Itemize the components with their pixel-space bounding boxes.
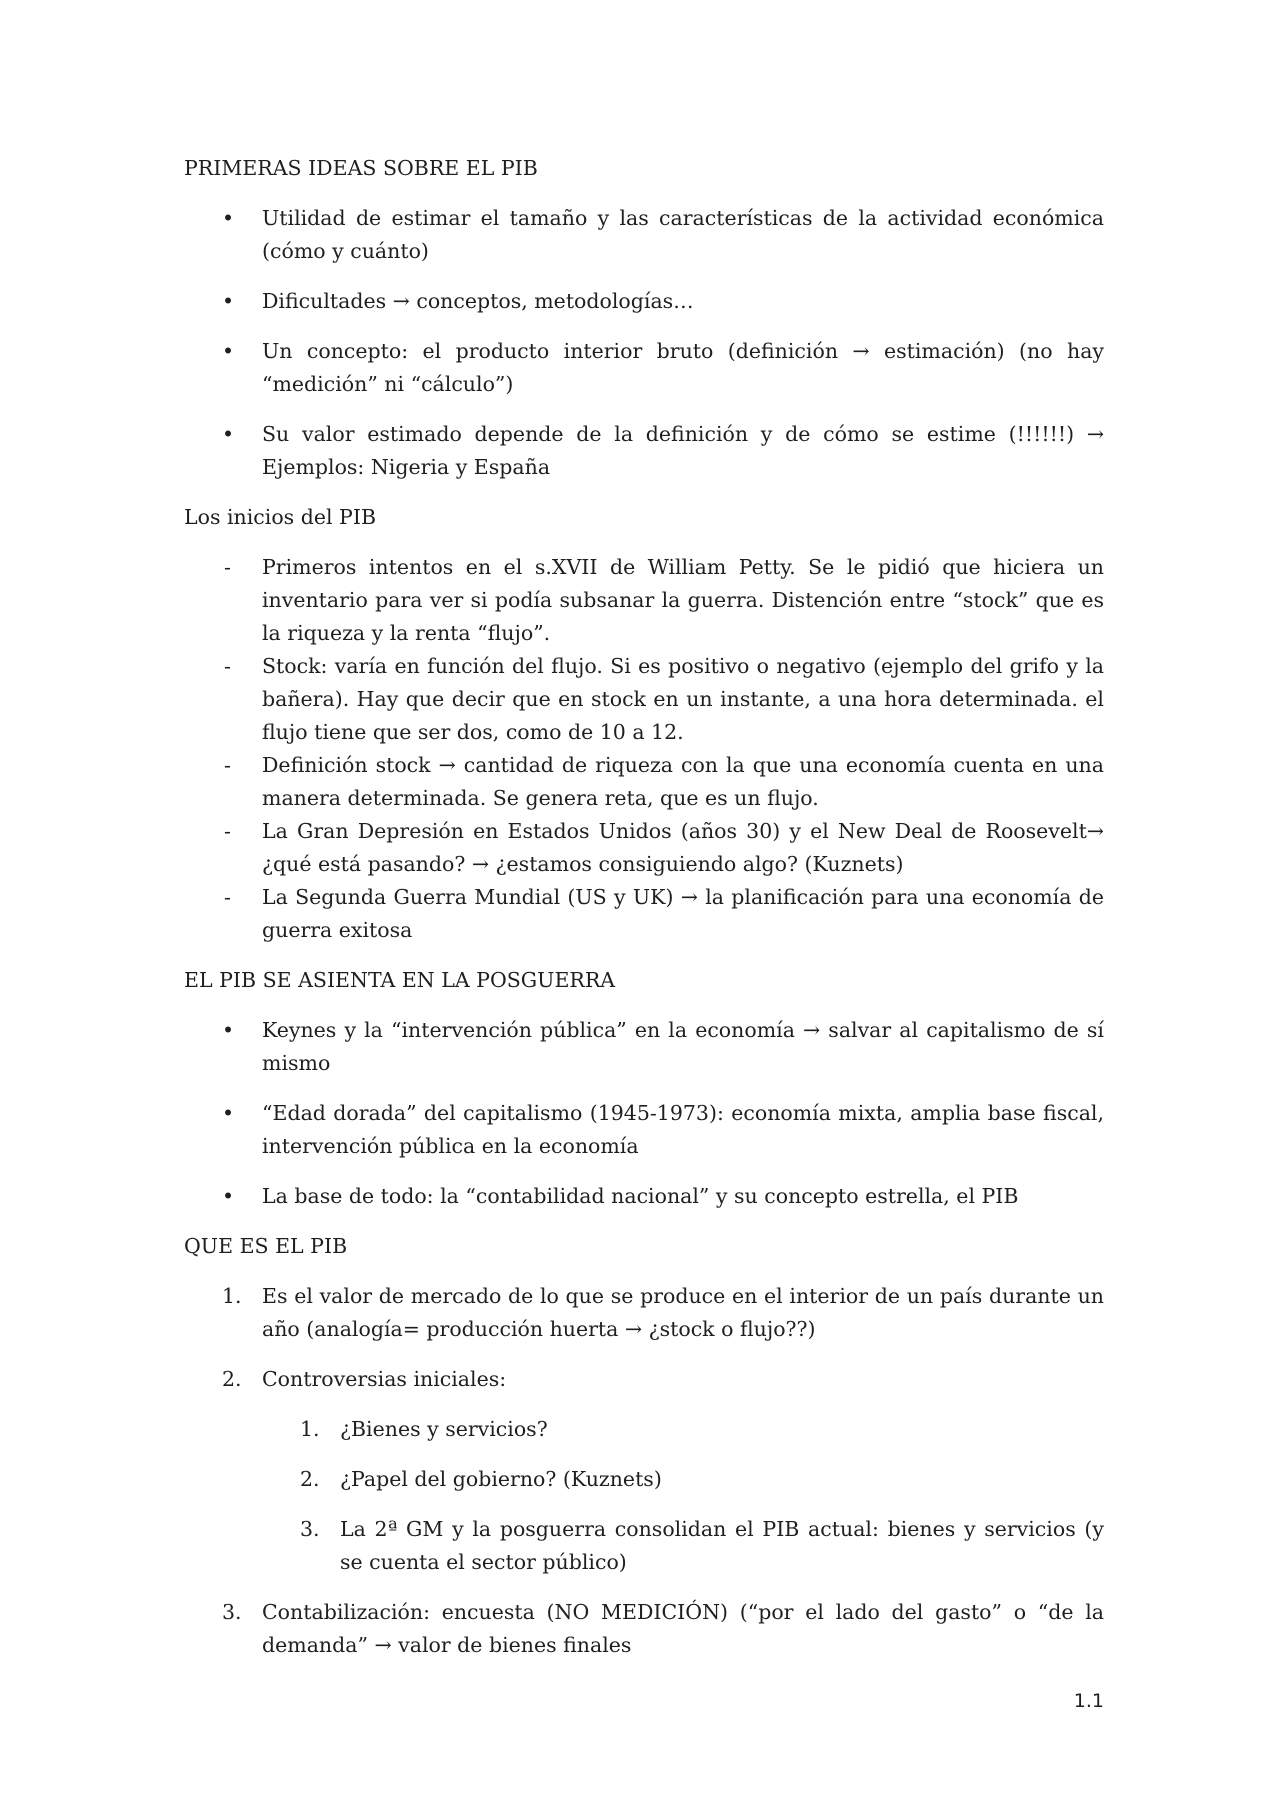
bullet-marker: • [222, 289, 235, 313]
bullet-marker: • [222, 1018, 235, 1042]
sub-list-item [184, 1513, 1104, 1579]
section-heading: Los inicios del PIB [184, 505, 377, 529]
bullet-marker: • [222, 206, 235, 230]
list-item-text: Es el valor de mercado de lo que se produce en el interior de un país durante un año (analogía= producción huerta → ¿stock o flujo??) [262, 1284, 1104, 1341]
bullet-marker: • [222, 422, 235, 446]
list-item [184, 1097, 1104, 1163]
list-item [184, 1596, 1104, 1662]
list-item [184, 650, 1104, 749]
dash-marker: - [224, 885, 231, 909]
number-marker: 3. [300, 1517, 320, 1541]
dash-marker: - [224, 555, 231, 579]
list-item-text: Stock: varía en función del flujo. Si es positivo o negativo (ejemplo del grifo y la bañera). Hay que decir que en stock en un instante, a una hora determinada. el flujo tiene que ser dos, como de 10 a 12. [262, 654, 1104, 744]
bullet-list [184, 202, 1104, 484]
list-item-text: Definición stock → cantidad de riqueza con la que una economía cuenta en una manera determinada. Se genera reta, que es un flujo. [262, 753, 1104, 810]
section-heading: QUE ES EL PIB [184, 1234, 348, 1258]
list-item-text: Controversias iniciales: [262, 1367, 507, 1391]
bullet-marker: • [222, 1101, 235, 1125]
list-item-text: Un concepto: el producto interior bruto (definición → estimación) (no hay “medición” ni “cálculo”) [262, 339, 1104, 396]
list-item-text: La base de todo: la “contabilidad nacional” y su concepto estrella, el PIB [262, 1184, 1019, 1208]
list-item [184, 1363, 1104, 1579]
list-item-text: Utilidad de estimar el tamaño y las características de la actividad económica (cómo y cuánto) [262, 206, 1104, 263]
section-heading: EL PIB SE ASIENTA EN LA POSGUERRA [184, 968, 616, 992]
list-item-text: Dificultades → conceptos, metodologías… [262, 289, 694, 313]
number-marker: 2. [222, 1367, 242, 1391]
list-item-text: Keynes y la “intervención pública” en la economía → salvar al capitalismo de sí mismo [262, 1018, 1104, 1075]
numbered-list [184, 1280, 1104, 1662]
bullet-list [184, 1014, 1104, 1213]
bullet-marker: • [222, 339, 235, 363]
list-item [184, 335, 1104, 401]
dash-list [184, 551, 1104, 947]
list-item-text: “Edad dorada” del capitalismo (1945-1973): economía mixta, amplia base fiscal, intervención pública en la economía [262, 1101, 1104, 1158]
list-item-text: La Segunda Guerra Mundial (US y UK) → la planificación para una economía de guerra exitosa [262, 885, 1104, 942]
list-item [184, 551, 1104, 650]
list-item [184, 1280, 1104, 1346]
list-item [184, 881, 1104, 947]
sub-list-item [184, 1413, 1104, 1446]
list-item [184, 285, 1104, 318]
list-item-text: ¿Papel del gobierno? (Kuznets) [340, 1467, 662, 1491]
dash-marker: - [224, 819, 231, 843]
list-item [184, 749, 1104, 815]
list-item-text: Su valor estimado depende de la definición y de cómo se estime (!!!!!!) → Ejemplos: Nigeria y España [262, 422, 1104, 479]
nested-numbered-list [262, 1413, 1104, 1579]
number-marker: 1. [300, 1417, 320, 1441]
list-item-text: La Gran Depresión en Estados Unidos (años 30) y el New Deal de Roosevelt→ ¿qué está pasando? → ¿estamos consiguiendo algo? (Kuznets) [262, 819, 1104, 876]
list-item-text: Contabilización: encuesta (NO MEDICIÓN) (“por el lado del gasto” o “de la demanda” → valor de bienes finales [262, 1600, 1104, 1657]
list-item [184, 418, 1104, 484]
number-marker: 3. [222, 1600, 242, 1624]
list-item [184, 1180, 1104, 1213]
number-marker: 1. [222, 1284, 242, 1308]
dash-marker: - [224, 654, 231, 678]
document-page [184, 152, 1104, 1679]
list-item-text: Primeros intentos en el s.XVII de William Petty. Se le pidió que hiciera un inventario para ver si podía subsanar la guerra. Distención entre “stock” que es la riqueza y la renta “flujo”. [262, 555, 1104, 645]
page-number: 1.1 [1073, 1690, 1104, 1712]
list-item [184, 815, 1104, 881]
number-marker: 2. [300, 1467, 320, 1491]
list-item [184, 202, 1104, 268]
list-item [184, 1014, 1104, 1080]
list-item-text: ¿Bienes y servicios? [340, 1417, 548, 1441]
bullet-marker: • [222, 1184, 235, 1208]
list-item-text: La 2ª GM y la posguerra consolidan el PIB actual: bienes y servicios (y se cuenta el sector público) [340, 1517, 1104, 1574]
section-heading: PRIMERAS IDEAS SOBRE EL PIB [184, 156, 538, 180]
dash-marker: - [224, 753, 231, 777]
sub-list-item [184, 1463, 1104, 1496]
